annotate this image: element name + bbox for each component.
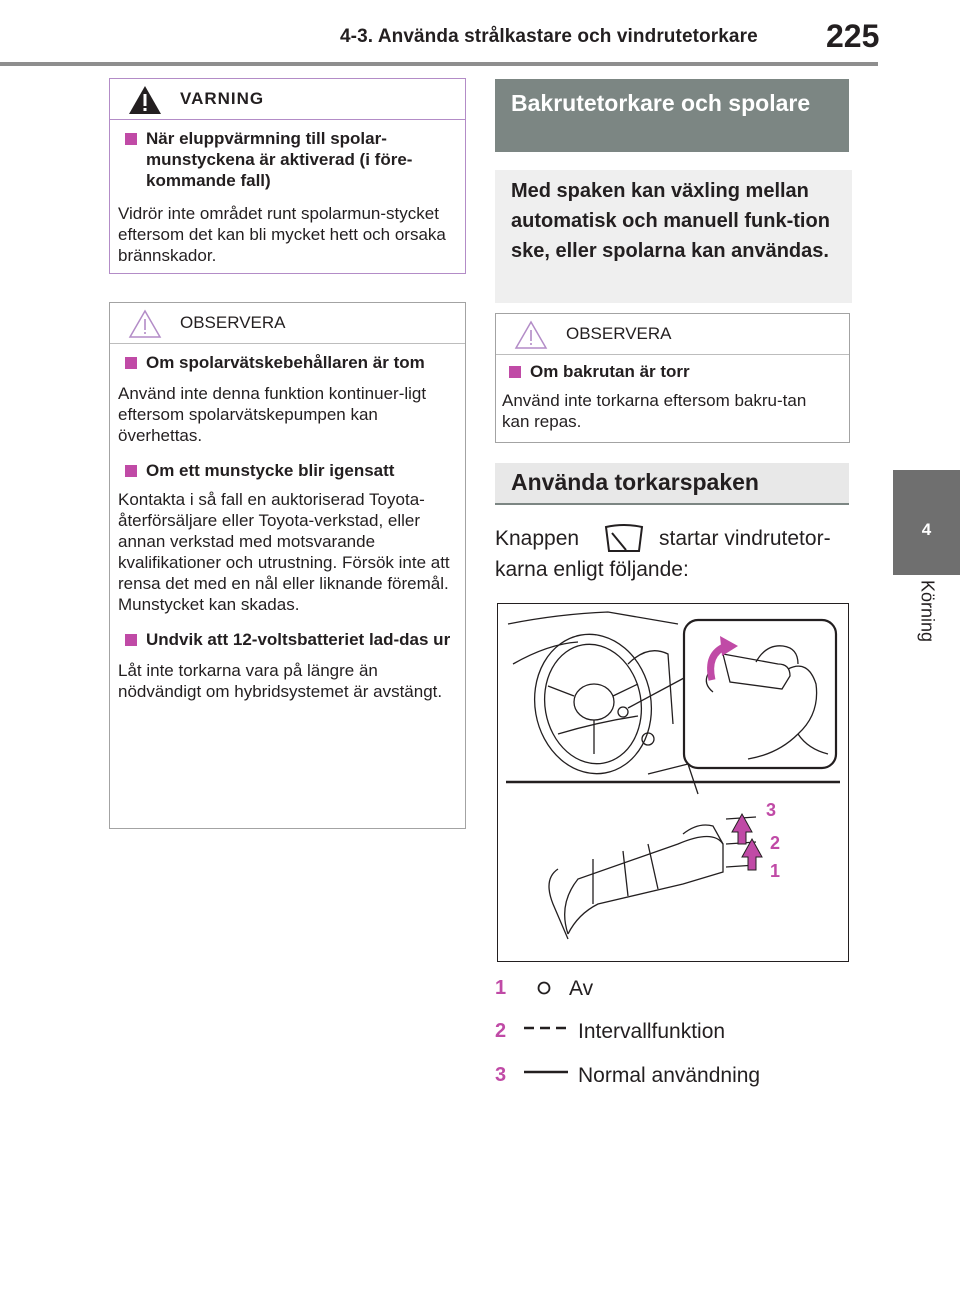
legend-number-1: 1 bbox=[495, 977, 507, 999]
notice-left-item-heading: Om spolarvätskebehållaren är tom bbox=[118, 352, 453, 373]
solid-line-icon bbox=[523, 1068, 569, 1076]
legend-label-2: Intervallfunktion bbox=[578, 1020, 726, 1043]
notice-right-title: OBSERVERA bbox=[566, 324, 672, 343]
notice-left-item-heading: Om ett munstycke blir igensatt bbox=[118, 460, 453, 481]
off-circle-icon bbox=[537, 980, 551, 996]
windshield-wiper-icon bbox=[603, 523, 645, 553]
legend-label-1: Av bbox=[569, 977, 594, 1000]
notice-right-item-text: Använd inte torkarna eftersom bakru-tan kan repas. bbox=[502, 391, 807, 431]
chapter-label: Körning bbox=[917, 580, 937, 643]
warning-title: VARNING bbox=[180, 89, 265, 108]
chapter-label-wrap bbox=[893, 580, 960, 700]
wiper-lever-illustration bbox=[497, 603, 849, 962]
legend-number-2: 2 bbox=[495, 1020, 507, 1042]
warning-item-text: Vidrör inte området runt spolarmun-stycket eftersom det kan bli mycket hett och orsaka brännskador. bbox=[118, 204, 446, 265]
page-number: 225 bbox=[826, 18, 880, 54]
lever-section-title: Använda torkarspaken bbox=[495, 463, 849, 505]
dashed-line-icon bbox=[523, 1024, 569, 1032]
notice-left-item-text: Använd inte denna funktion kontinuer-ligt eftersom spolarvätskepumpen kan överhettas. bbox=[118, 384, 427, 445]
warning-box-header bbox=[110, 79, 465, 120]
warning-item-heading: När eluppvärmning till spolar-munstyckena är aktiverad (i före-kommande fall) bbox=[118, 128, 453, 191]
lever-body-end: startar vindrutetor- bbox=[659, 527, 831, 550]
warning-filled-icon bbox=[128, 85, 162, 115]
rear-section-intro: Med spaken kan växling mellan automatisk och manuell funk-tion ske, eller spolarna kan användas. bbox=[495, 170, 852, 303]
chapter-number: 4 bbox=[921, 520, 932, 539]
legend-number-3: 3 bbox=[495, 1064, 507, 1086]
callout-1: 1 bbox=[770, 861, 781, 881]
legend-label-3: Normal användning bbox=[578, 1064, 761, 1087]
lever-body-start: Knappen bbox=[495, 527, 580, 550]
lever-body-line2: karna enligt följande: bbox=[495, 558, 689, 581]
notice-left-title: OBSERVERA bbox=[180, 313, 286, 332]
callout-2: 2 bbox=[770, 833, 781, 853]
section-title: 4-3. Använda strålkastare och vindrutetorkare bbox=[340, 26, 758, 47]
notice-box-left-header bbox=[110, 303, 465, 344]
notice-box-right bbox=[495, 313, 850, 443]
illustration-drawing bbox=[498, 604, 848, 961]
notice-left-item-text: Kontakta i så fall en auktoriserad Toyota-återförsäljare eller Toyota-verkstad, eller annan verkstad med motsvarande kvalifikationer och utrustning. Försök inte att rensa det med en nål eller liknande föremål. Munstycket kan skadas. bbox=[118, 490, 450, 614]
notice-left-item-text: Låt inte torkarna vara på längre än nödvändigt om hybridsystemet är avstängt. bbox=[118, 661, 443, 701]
rear-section-title: Bakrutetorkare och spolare bbox=[495, 79, 849, 152]
caution-outline-icon bbox=[514, 320, 548, 350]
caution-outline-icon bbox=[128, 309, 162, 339]
notice-right-item-heading: Om bakrutan är torr bbox=[502, 361, 837, 382]
callout-3: 3 bbox=[766, 800, 777, 820]
header-rule bbox=[0, 62, 878, 66]
notice-box-right-header bbox=[496, 314, 849, 355]
notice-left-item-heading: Undvik att 12-voltsbatteriet lad-das ur bbox=[118, 629, 453, 650]
warning-box bbox=[109, 78, 466, 274]
notice-box-left bbox=[109, 302, 466, 829]
